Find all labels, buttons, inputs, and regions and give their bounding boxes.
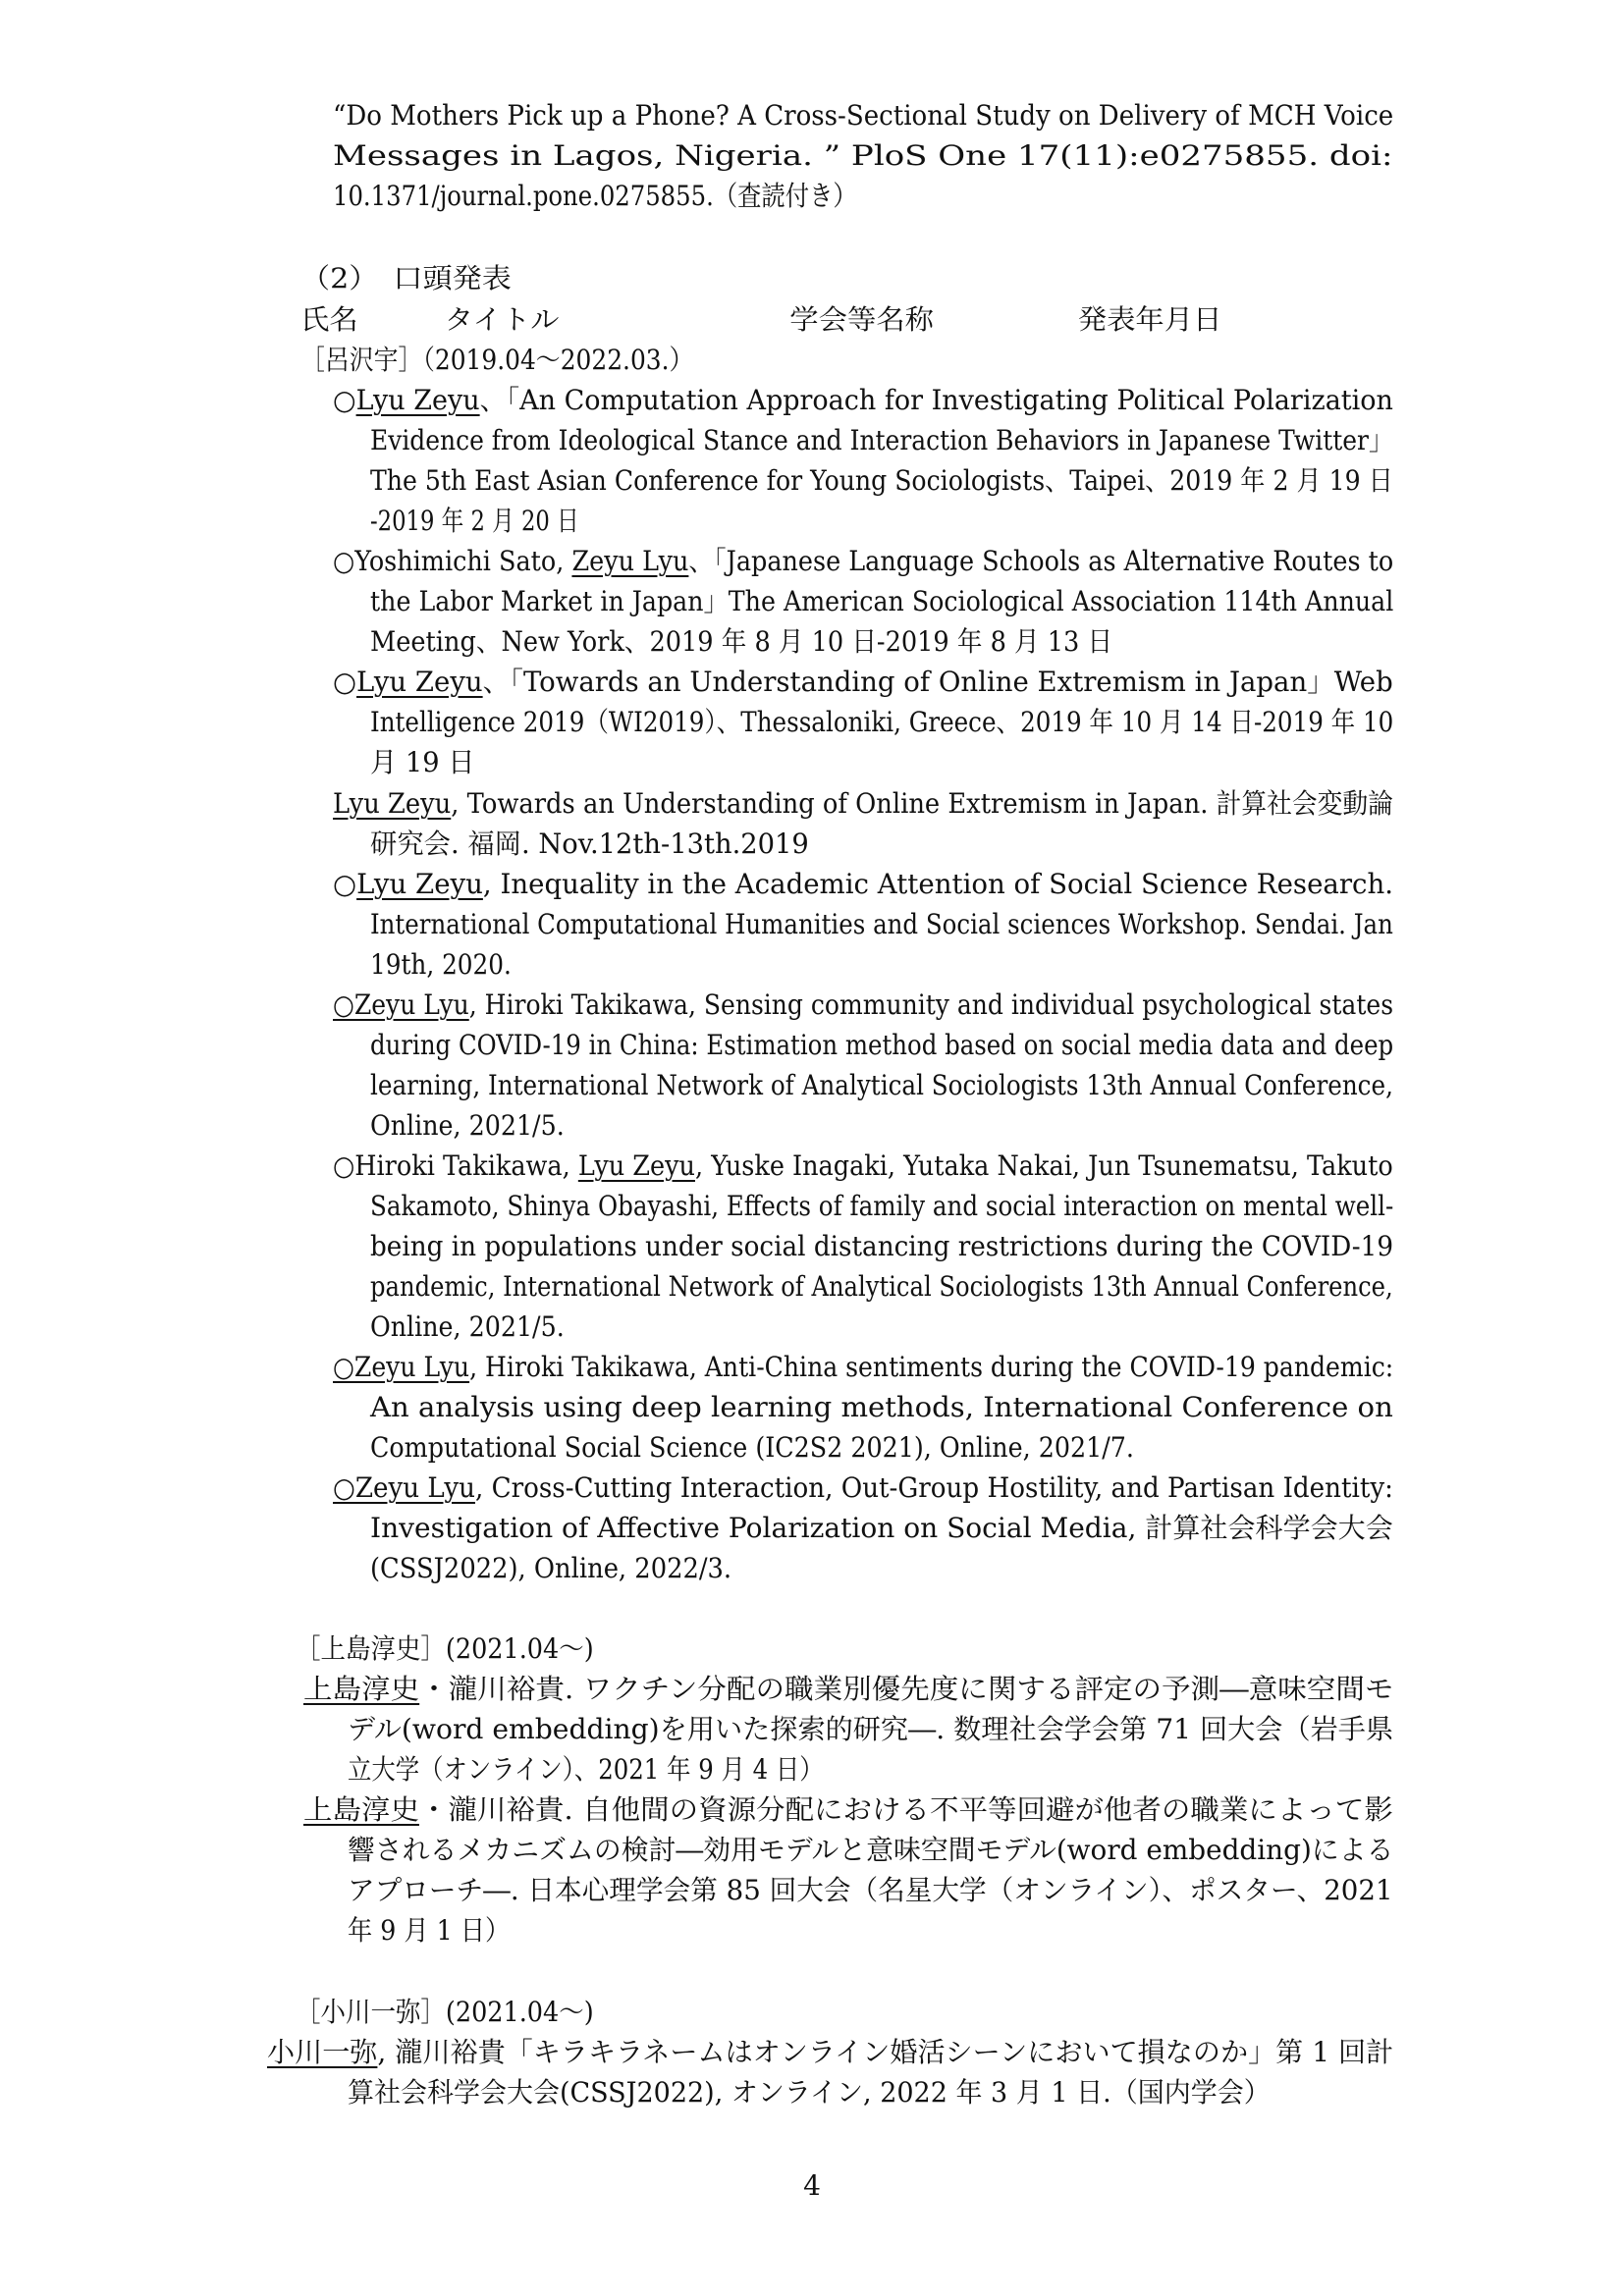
text-span: , Inequality in the Academic Attention of Social Science Research.: [482, 868, 1394, 900]
text-line: [370, 1229, 1393, 1264]
page-number: 4: [803, 2169, 821, 2202]
text-span: -2019 年 2 月 20 日: [370, 505, 579, 537]
text-span: 、「An Computation Approach for Investigating Political Polarization: [479, 384, 1393, 416]
author-name-underlined: Zeyu Lyu: [571, 545, 689, 577]
text-span: ［小川一弥］(2021.04～): [296, 1996, 594, 2028]
author-name-underlined: ○Zeyu Lyu: [333, 1471, 475, 1504]
text-line: [333, 544, 1393, 579]
text-span: ［呂沢宇］（2019.04～2022.03.）: [300, 344, 694, 376]
text-line: [370, 705, 1393, 740]
text-line: [370, 827, 809, 862]
text-line: [370, 1430, 1134, 1466]
text-line: [267, 2035, 1393, 2070]
text-span: 、「Japanese Language Schools as Alternative Routes to: [688, 545, 1394, 577]
text-span: 立大学（オンライン）、2021 年 9 月 4 日）: [348, 1753, 824, 1786]
text-span: 響されるメカニズムの検討―効用モデルと意味空間モデル(word embedding)による: [348, 1834, 1394, 1866]
text-span: An analysis using deep learning methods, International Conference on: [370, 1391, 1393, 1423]
text-line: [333, 867, 1393, 902]
text-line: [296, 1995, 594, 2030]
text-line: [333, 1350, 1393, 1385]
text-line: [348, 1833, 1393, 1868]
text-span: , Hiroki Takikawa, Anti-China sentiments during the COVID-19 pandemic:: [469, 1351, 1394, 1383]
text-span: ○Hiroki Takikawa,: [333, 1149, 578, 1182]
text-span: （2） 口頭発表: [300, 262, 512, 294]
text-line: [370, 423, 1393, 458]
text-span: Investigation of Affective Polarization on Social Media, 計算社会科学会大会: [370, 1512, 1393, 1544]
text-span: , Hiroki Takikawa, Sensing community and individual psychological states: [468, 988, 1394, 1021]
text-span: アプローチ―. 日本心理学会第 85 回大会（名星大学（オンライン）、ポスター、2021: [348, 1874, 1393, 1906]
text-line: [333, 1470, 1393, 1506]
text-line: [333, 98, 1393, 133]
text-span: 氏名 タイトル 学会等名称 発表年月日: [300, 303, 1222, 336]
author-name-underlined: Lyu Zeyu: [356, 868, 483, 900]
text-line: [303, 1672, 1393, 1707]
text-span: , Towards an Understanding of Online Extremism in Japan. 計算社会変動論: [451, 787, 1393, 820]
author-name-underlined: ○Zeyu Lyu: [333, 1351, 470, 1383]
author-name-underlined: 上島淳史: [303, 1673, 420, 1705]
text-line: [370, 463, 1393, 499]
text-span: ［上島淳史］(2021.04～): [296, 1632, 594, 1665]
text-line: [333, 179, 857, 214]
text-span: Intelligence 2019（WI2019）、Thessaloniki, Greece、2019 年 10 月 14 日-2019 年 10: [370, 706, 1394, 738]
author-name-underlined: ○Zeyu Lyu: [333, 988, 469, 1021]
text-span: , 瀧川裕貴「キラキラネームはオンライン婚活シーンにおいて損なのか」第 1 回計: [377, 2036, 1394, 2068]
text-span: , Yuske Inagaki, Yutaka Nakai, Jun Tsunematsu, Takuto: [694, 1149, 1393, 1182]
text-span: pandemic, International Network of Analytical Sociologists 13th Annual Conference,: [370, 1270, 1393, 1303]
text-span: ・瀧川裕貴. 自他間の資源分配における不平等回避が他者の職業によって影: [418, 1793, 1393, 1826]
text-span: 研究会. 福岡. Nov.12th-13th.2019: [370, 828, 809, 860]
text-line: [370, 947, 512, 983]
text-span: 月 19 日: [370, 746, 475, 778]
text-line: [370, 1309, 565, 1345]
text-line: [370, 504, 579, 539]
text-line: [333, 665, 1393, 700]
text-span: Evidence from Ideological Stance and Interaction Behaviors in Japanese Twitter」: [370, 424, 1393, 456]
text-span: ○: [333, 666, 357, 698]
author-name-underlined: Lyu Zeyu: [333, 787, 452, 820]
text-line: [370, 1390, 1393, 1425]
author-name-underlined: Lyu Zeyu: [356, 666, 483, 698]
author-name-underlined: Lyu Zeyu: [355, 384, 480, 416]
text-line: [370, 1269, 1393, 1305]
text-line: [370, 1068, 1393, 1103]
text-span: The 5th East Asian Conference for Young Sociologists、Taipei、2019 年 2 月 19 日: [370, 464, 1393, 497]
text-span: 19th, 2020.: [370, 948, 512, 981]
text-line: [303, 1792, 1393, 1828]
text-span: ○: [333, 384, 356, 416]
text-line: [333, 383, 1393, 418]
text-line: [370, 907, 1393, 942]
text-line: [348, 1873, 1393, 1908]
text-span: 、「Towards an Understanding of Online Extremism in Japan」Web: [482, 666, 1393, 698]
text-line: [333, 988, 1393, 1023]
text-line: [370, 1028, 1393, 1063]
text-line: [348, 1712, 1393, 1747]
text-line: [370, 1551, 731, 1586]
text-span: ○Yoshimichi Sato,: [333, 545, 572, 577]
text-span: Messages in Lagos, Nigeria. ” PloS One 17(11):e0275855. doi:: [333, 139, 1393, 172]
text-span: Sakamoto, Shinya Obayashi, Effects of family and social interaction on mental well-: [370, 1190, 1394, 1222]
text-line: [370, 624, 1112, 660]
text-span: the Labor Market in Japan」The American Sociological Association 114th Annual: [370, 585, 1394, 617]
text-line: [348, 1913, 510, 1949]
text-span: (CSSJ2022), Online, 2022/3.: [370, 1552, 732, 1584]
text-span: 年 9 月 1 日）: [348, 1914, 511, 1947]
text-span: during COVID-19 in China: Estimation method based on social media data and deep: [370, 1029, 1394, 1061]
text-span: , Cross-Cutting Interaction, Out-Group Hostility, and Partisan Identity:: [474, 1471, 1393, 1504]
text-span: Online, 2021/5.: [370, 1109, 565, 1142]
text-span: 10.1371/journal.pone.0275855.（査読付き）: [333, 180, 857, 212]
text-line: [333, 138, 1392, 174]
text-line: [333, 1148, 1393, 1184]
text-span: “Do Mothers Pick up a Phone? A Cross-Sectional Study on Delivery of MCH Voice: [333, 99, 1394, 132]
text-line: [300, 343, 693, 378]
text-span: Online, 2021/5.: [370, 1310, 565, 1343]
text-line: [300, 261, 512, 296]
text-line: [348, 1752, 824, 1788]
text-span: ・瀧川裕貴. ワクチン分配の職業別優先度に関する評定の予測―意味空間モ: [419, 1673, 1394, 1705]
text-span: ○: [333, 868, 357, 900]
author-name-underlined: Lyu Zeyu: [577, 1149, 695, 1182]
text-line: [370, 1189, 1393, 1224]
author-name-underlined: 小川一弥: [267, 2036, 378, 2068]
text-line: [348, 2075, 1271, 2110]
text-span: International Computational Humanities and Social sciences Workshop. Sendai. Jan: [370, 908, 1393, 940]
text-span: 算社会科学会大会(CSSJ2022), オンライン, 2022 年 3 月 1 日.（国内学会）: [348, 2076, 1271, 2109]
text-line: [370, 745, 474, 780]
text-line: [370, 1511, 1393, 1546]
text-line: [370, 1108, 565, 1144]
text-line: [300, 302, 1221, 338]
text-span: Computational Social Science (IC2S2 2021), Online, 2021/7.: [370, 1431, 1134, 1464]
text-span: learning, International Network of Analytical Sociologists 13th Annual Conference,: [370, 1069, 1393, 1101]
text-line: [296, 1631, 594, 1667]
text-span: Meeting、New York、2019 年 8 月 10 日-2019 年 8 月 13 日: [370, 625, 1113, 658]
text-line: [333, 786, 1393, 822]
text-line: [370, 584, 1393, 619]
text-span: デル(word embedding)を用いた探索的研究―. 数理社会学会第 71 回大会（岩手県: [348, 1713, 1394, 1745]
text-span: being in populations under social distancing restrictions during the COVID-19: [370, 1230, 1394, 1262]
author-name-underlined: 上島淳史: [303, 1793, 419, 1826]
